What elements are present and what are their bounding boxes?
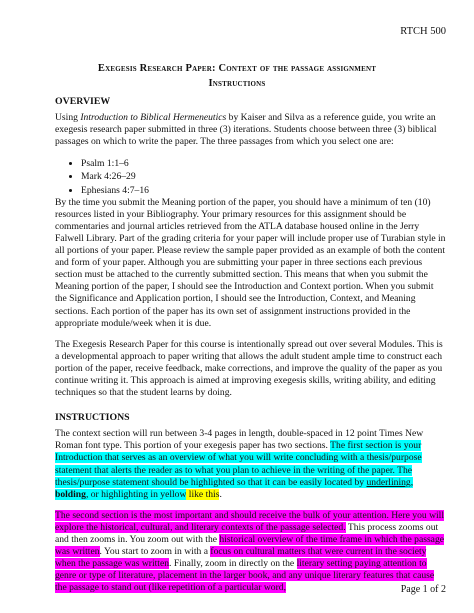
passage-item: • Mark 4:26–29 [81, 170, 446, 183]
overview-paragraph-3: The Exegesis Research Paper for this course is intentionally spread out over several Modules. This is a developmental approach to paper writing that allows the adult student ample time to construct each portion of the paper, receive feedback, make corrections, and improve the quality of the paper as you continue writing it. This approach is aimed at improving exegesis skills, writing ability, and editing techniques so that the student learns by doing. [55, 338, 443, 399]
document-title [36, 61, 438, 91]
title-line-1: Exegesis Research Paper: Context of the passage assignment [97, 63, 377, 74]
overview-heading: OVERVIEW [55, 96, 111, 107]
book-title: Introduction to Biblical Hermeneutics [80, 112, 227, 124]
overview-p1-post: by Kaiser and Silva as a reference guide, you write an exegesis research paper submitted in three (3) iterations. Students choose between three (3) biblical passages on which to write the paper. The three passages from which you select one are: [55, 112, 437, 148]
instr-p1-plain: The context section will run between 3-4 pages in length, double-spaced in 12 point Times New Roman font type. This portion of your exegesis paper has two sections. [55, 428, 424, 452]
instr-p1-or-highlight: , or highlighting in yellow [85, 488, 187, 500]
overview-paragraph-1 [55, 112, 446, 148]
instr-p1-comma: , [410, 476, 414, 488]
instr-p2-t2: . You start to zoom in with a [99, 546, 211, 558]
overview-paragraph-2: By the time you submit the Meaning portion of the paper, you should have a minimum of ten (10) resources listed in your Bibliography. Your primary resources for this assignment should be commentaries and journal articles retrieved from the ATLA database housed online in the Jerry Falwell Library. Part of the grading criteria for your paper will include proper use of Turabian style in all portions of your paper. Please review the sample paper provided as an example of both the content and form of your paper. Although you are submitting your paper in three sections each previous section must be attached to the currently submitted section. This means that when you submit the Meaning portion of the paper, I should see the Introduction and Context portion. When you submit the Significance and Application portion, I should see the Introduction, Context, and Meaning sections. Each portion of the paper has its own set of assignment instructions provided in the appropriate module/week when it is due. [55, 196, 446, 329]
magenta-highlight-4: literary setting paying attention to genre or type of literature, placement in the larger book, and any unique literary features that cause the passage to stand out (like repetition of a particular word, [55, 558, 435, 594]
yellow-highlight: like this [186, 488, 220, 500]
instructions-paragraph-2 [55, 510, 446, 595]
instr-p2-t3: . Finally, zoom in directly on the [169, 558, 297, 570]
magenta-highlight-2: historical overview of the time frame in which the passage was written [55, 534, 444, 558]
instructions-paragraph-1 [55, 428, 446, 501]
title-line-2: Instructions [208, 78, 266, 89]
instructions-heading: INSTRUCTIONS [55, 412, 130, 424]
passage-item: • Psalm 1:1–6 [81, 157, 446, 170]
course-code: RTCH 500 [400, 26, 446, 37]
instr-p1-end: . [219, 488, 222, 500]
underlining-word: underlining [366, 476, 411, 488]
page-number: Page 1 of 2 [400, 584, 446, 595]
document-body [55, 96, 446, 603]
overview-p1-pre: Using [55, 112, 81, 124]
magenta-highlight-3: focus on cultural matters that were current in the society when the passage was written [55, 546, 427, 570]
passage-item: • Ephesians 4:7–16 [81, 184, 446, 197]
instr-p2-t1: This process zooms out and then zooms in. You zoom out with the [55, 521, 439, 545]
passage-list [55, 157, 446, 196]
magenta-highlight-1: The second section is the most important and should receive the bulk of your attention. Here you will explore the historical, cultural, and literary contexts of the passage selected. [55, 509, 444, 533]
bolding-word: bolding [55, 488, 86, 500]
instr-p1-cyan: The first section is your Introduction that serves as an overview of what you will write concluding with a thesis/purpose statement that alerts the reader as to what you plan to achieve in the writing of the paper. The thesis/purpose statement should be highlighted so that it can be easily located by [55, 440, 422, 488]
